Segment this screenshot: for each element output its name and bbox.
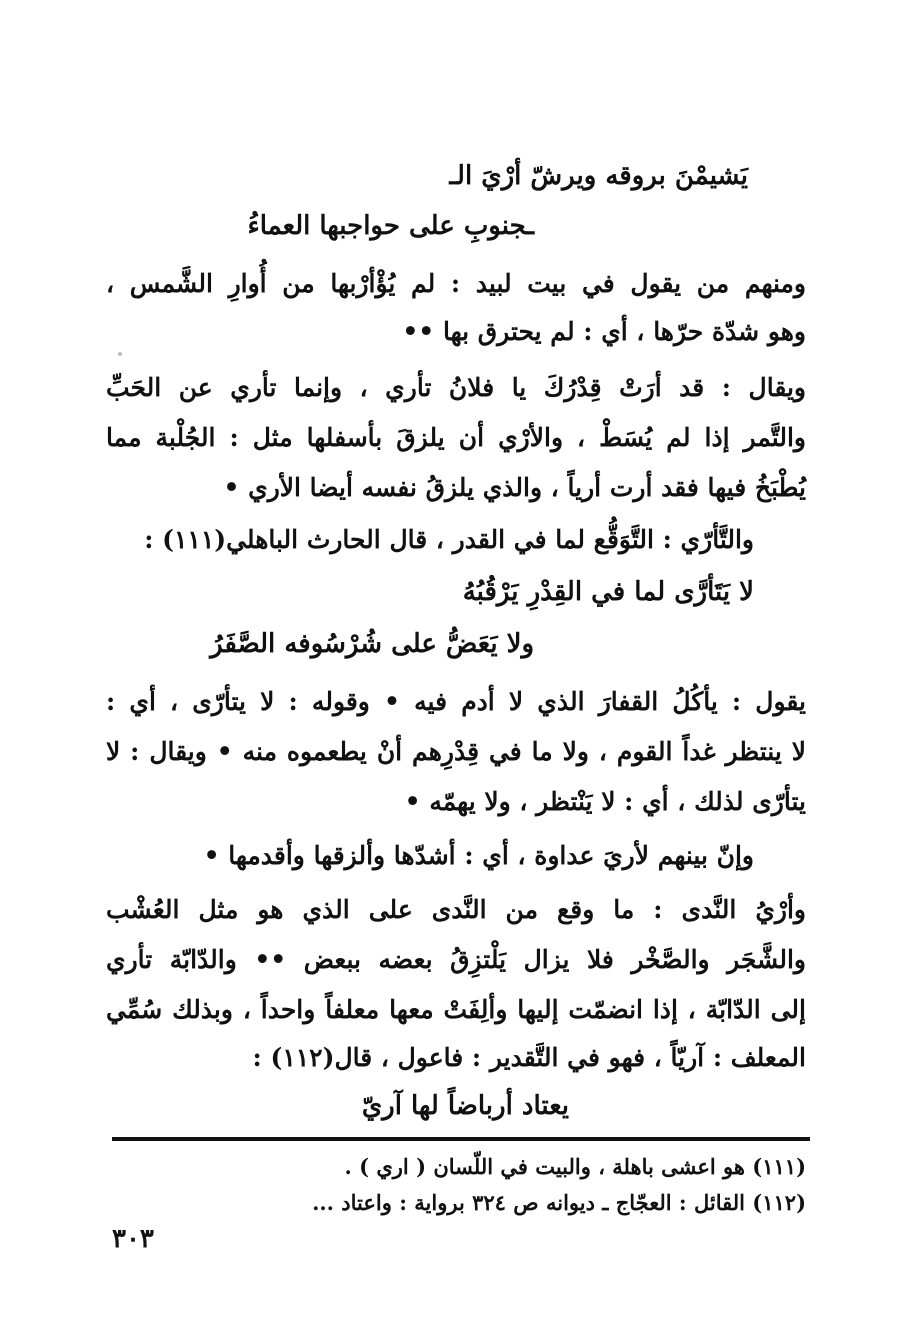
- paragraph-line: وأرْيُ النَّدى : ما وقع من النَّدى على الذي هو مثل العُشْب: [106, 895, 806, 924]
- footnote-111: (١١١) هو اعشى باهلة ، والبيت في اللّسان ( اري ) .: [344, 1154, 806, 1179]
- scan-speck: [118, 352, 122, 356]
- paragraph-line: والتَّمر إذا لم يُسَطْ ، والأرْي أن يلزقَ بأسفلها مثل : الجُلْبة مما: [106, 423, 806, 452]
- paragraph-line: يتأرّى لذلك ، أي : لا يَنْتظر ، ولا يهمّه •: [404, 787, 806, 816]
- paragraph-line: إلى الدّابّة ، إذا انضمّت إليها وألِفَتْ معها معلفاً واحداً ، وبذلك سُمِّي: [106, 995, 806, 1024]
- paragraph-line: والتَّأرّي : التَّوَقُّع لما في القدر ، قال الحارث الباهلي(١١١) :: [144, 525, 754, 554]
- paragraph-line: وهو شدّة حرّها ، أي : لم يحترق بها ••: [402, 317, 806, 346]
- verse-line-3: يعتاد أرباضاً لها آريّ: [361, 1091, 569, 1121]
- paragraph-line: يُطْبَخُ فيها فقد أرت أرياً ، والذي يلزقُ نفسه أيضا الأري •: [223, 473, 806, 502]
- footnote-rule: [112, 1137, 810, 1141]
- page-number: ٣٠٣: [112, 1224, 154, 1254]
- paragraph-line: والشَّجَر والصَّخْر فلا يزال يَلْتزِقُ بعضه ببعض •• والدّابّة تأري: [106, 945, 806, 974]
- paragraph-line: المعلف : آريّاً ، فهو في التَّقدير : فاعول ، قال(١١٢) :: [252, 1043, 806, 1072]
- footnote-112: (١١٢) القائل : العجّاج ـ ديوانه ص ٣٢٤ برواية : واعتاد ...: [312, 1190, 806, 1215]
- verse-line-2a: لا يَتَأرَّى لما في القِدْرِ يَرْقُبُهُ: [462, 577, 754, 607]
- verse-line-1a: يَشيمْنَ بروقه ويرشّ أرْيَ الـ: [449, 161, 748, 191]
- paragraph-line: ومنهم من يقول في بيت لبيد : لم يُؤْأرْبها من أُوارِ الشَّمس ،: [106, 269, 806, 298]
- paragraph-line: لا ينتظر غداً القوم ، ولا ما في قِدْرِهم أنْ يطعموه منه • ويقال : لا: [106, 737, 806, 766]
- verse-line-2b: ولا يَعَضُّ على شُرْسُوفه الصَّفَرُ: [210, 629, 534, 659]
- paragraph-line: ويقال : قد أرَتْ قِدْرُكَ يا فلانُ تأري ، وإنما تأري عن الحَبِّ: [106, 373, 806, 402]
- paragraph-line: وإنّ بينهم لأريَ عداوة ، أي : أشدّها وألزقها وأقدمها •: [203, 841, 754, 870]
- paragraph-line: يقول : يأكُلُ القفارَ الذي لا أدم فيه • وقوله : لا يتأرّى ، أي :: [106, 687, 806, 716]
- verse-line-1b: ـجنوبِ على حواجبها العماءُ: [247, 211, 534, 241]
